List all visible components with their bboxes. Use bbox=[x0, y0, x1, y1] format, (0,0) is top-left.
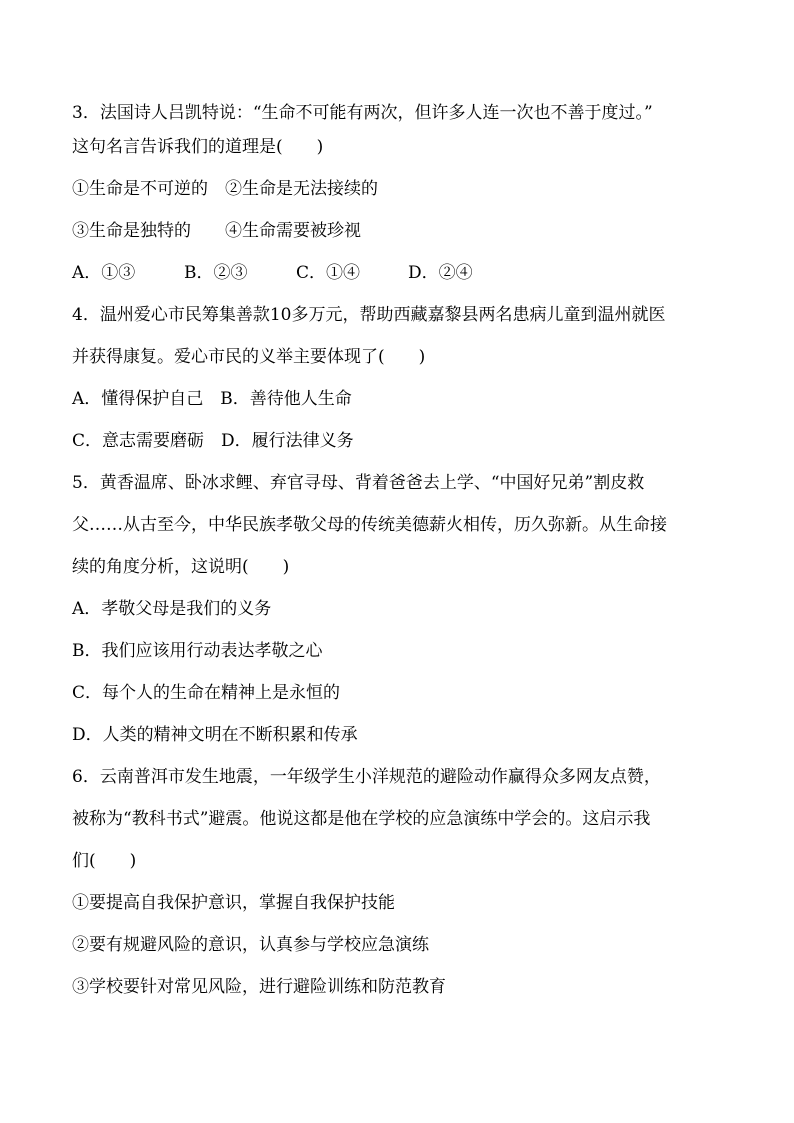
question-6-statement-3: ③学校要针对常见风险，进行避险训练和防范教育 bbox=[72, 977, 446, 997]
question-3-statement-1: ①生命是不可逆的 ②生命是无法接续的 bbox=[72, 179, 378, 199]
question-4-options-line-1: A．懂得保护自己 B．善待他人生命 bbox=[72, 389, 352, 409]
question-3-stem-line-1: 3．法国诗人吕凯特说：“生命不可能有两次，但许多人连一次也不善于度过。” bbox=[72, 103, 653, 123]
question-5-option-b: B．我们应该用行动表达孝敬之心 bbox=[72, 641, 323, 661]
question-6-statement-2: ②要有规避风险的意识，认真参与学校应急演练 bbox=[72, 935, 429, 955]
question-5-stem-line-3: 续的角度分析，这说明( ) bbox=[72, 557, 290, 577]
question-3 bbox=[72, 100, 732, 286]
question-5 bbox=[72, 470, 732, 748]
question-6-stem-line-2: 被称为“教科书式”避震。他说这都是他在学校的应急演练中学会的。这启示我 bbox=[72, 809, 651, 829]
question-5-stem-line-1: 5．黄香温席、卧冰求鲤、弃官寻母、背着爸爸去上学、“中国好兄弟”割皮救 bbox=[72, 473, 645, 493]
question-3-option-c: C．①④ bbox=[296, 263, 361, 283]
question-3-option-b: B．②③ bbox=[184, 263, 248, 283]
question-3-option-d: D．②④ bbox=[408, 263, 473, 283]
question-3-statement-2: ③生命是独特的 ④生命需要被珍视 bbox=[72, 221, 361, 241]
question-4 bbox=[72, 302, 732, 454]
question-5-option-a: A．孝敬父母是我们的义务 bbox=[72, 599, 272, 619]
question-3-stem-line-2: 这句名言告诉我们的道理是( ) bbox=[72, 137, 324, 157]
question-5-stem-line-2: 父……从古至今，中华民族孝敬父母的传统美德薪火相传，历久弥新。从生命接 bbox=[72, 515, 667, 535]
question-4-stem-line-1: 4．温州爱心市民筹集善款10多万元，帮助西藏嘉黎县两名患病儿童到温州就医 bbox=[72, 305, 666, 325]
document-page bbox=[72, 100, 732, 1016]
question-3-options bbox=[72, 260, 732, 286]
question-5-option-c: C．每个人的生命在精神上是永恒的 bbox=[72, 683, 341, 703]
question-4-stem-line-2: 并获得康复。爱心市民的义举主要体现了( ) bbox=[72, 347, 426, 367]
question-3-option-a: A．①③ bbox=[72, 263, 136, 283]
question-6-stem-line-3: 们( ) bbox=[72, 851, 137, 871]
question-5-option-d: D．人类的精神文明在不断积累和传承 bbox=[72, 725, 358, 745]
question-6-statement-1: ①要提高自我保护意识，掌握自我保护技能 bbox=[72, 893, 395, 913]
question-4-options-line-2: C．意志需要磨砺 D．履行法律义务 bbox=[72, 431, 354, 451]
question-6-stem-line-1: 6．云南普洱市发生地震，一年级学生小洋规范的避险动作赢得众多网友点赞， bbox=[72, 767, 661, 787]
question-6 bbox=[72, 764, 732, 1000]
